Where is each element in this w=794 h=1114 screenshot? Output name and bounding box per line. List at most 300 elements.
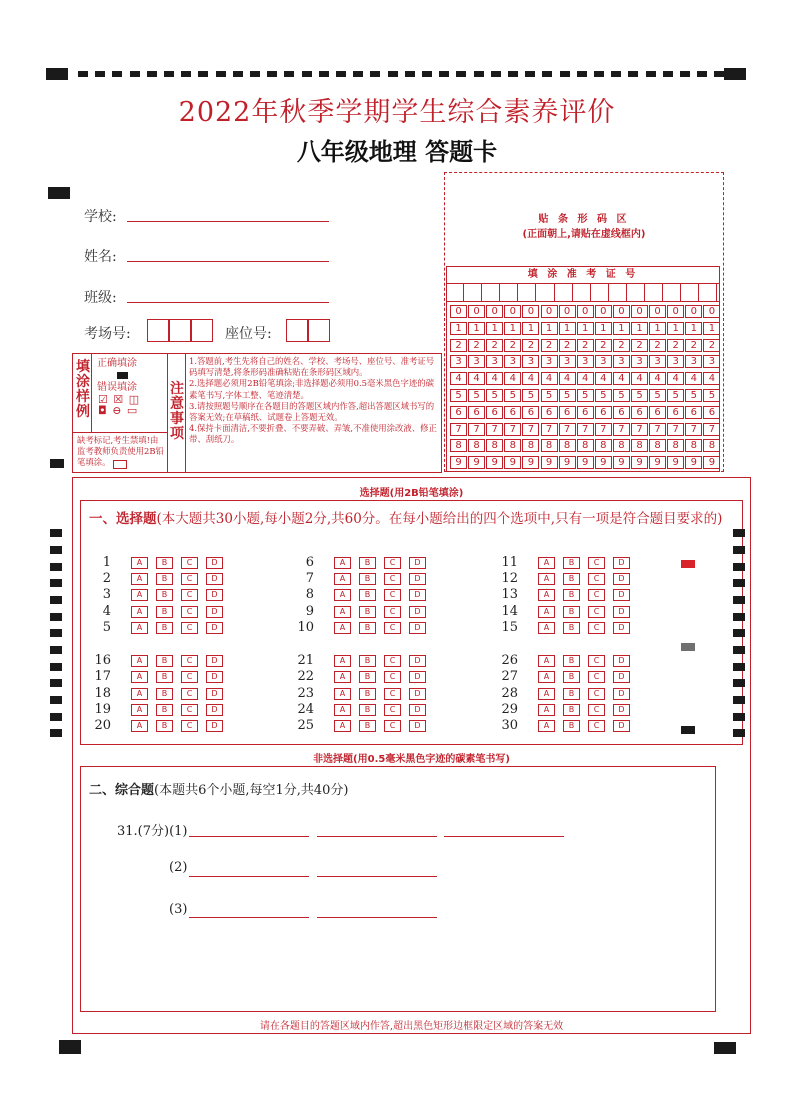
- id-digit-bubble[interactable]: 2: [468, 339, 485, 352]
- answer-blank[interactable]: [189, 835, 309, 837]
- id-digit-bubble[interactable]: 9: [504, 456, 521, 469]
- absent-mark-box[interactable]: [113, 460, 127, 469]
- option-bubble-c[interactable]: C: [181, 720, 198, 732]
- id-digit-bubble[interactable]: 2: [504, 339, 521, 352]
- id-digit-bubble[interactable]: 6: [631, 406, 648, 419]
- id-digit-bubble[interactable]: 3: [685, 355, 702, 368]
- option-bubble-d[interactable]: D: [409, 671, 426, 683]
- id-digit-bubble[interactable]: 8: [703, 439, 720, 452]
- id-digit-bubble[interactable]: 8: [486, 439, 503, 452]
- option-bubble-b[interactable]: B: [563, 589, 580, 601]
- id-digit-bubble[interactable]: 9: [522, 456, 539, 469]
- option-bubble-d[interactable]: D: [409, 688, 426, 700]
- option-bubble-b[interactable]: B: [156, 671, 173, 683]
- option-bubble-c[interactable]: C: [181, 688, 198, 700]
- id-write-cell[interactable]: [628, 284, 645, 301]
- id-digit-bubble[interactable]: 8: [577, 439, 594, 452]
- id-digit-bubble[interactable]: 1: [522, 322, 539, 335]
- room-box[interactable]: [191, 319, 213, 342]
- id-digit-bubble[interactable]: 0: [504, 305, 521, 318]
- option-bubble-a[interactable]: A: [131, 688, 148, 700]
- option-bubble-a[interactable]: A: [334, 655, 351, 667]
- option-bubble-a[interactable]: A: [538, 720, 555, 732]
- option-bubble-d[interactable]: D: [206, 688, 223, 700]
- id-digit-bubble[interactable]: 6: [577, 406, 594, 419]
- id-digit-bubble[interactable]: 0: [667, 305, 684, 318]
- id-digit-bubble[interactable]: 1: [541, 322, 558, 335]
- id-digit-bubble[interactable]: 7: [522, 423, 539, 436]
- id-digit-bubble[interactable]: 2: [450, 339, 467, 352]
- option-bubble-d[interactable]: D: [206, 606, 223, 618]
- option-bubble-c[interactable]: C: [384, 606, 401, 618]
- option-bubble-d[interactable]: D: [409, 557, 426, 569]
- option-bubble-b[interactable]: B: [156, 589, 173, 601]
- id-digit-bubble[interactable]: 7: [703, 423, 720, 436]
- option-bubble-a[interactable]: A: [538, 589, 555, 601]
- id-write-cell[interactable]: [700, 284, 717, 301]
- option-bubble-b[interactable]: B: [359, 671, 376, 683]
- option-bubble-d[interactable]: D: [409, 573, 426, 585]
- option-bubble-a[interactable]: A: [131, 655, 148, 667]
- option-bubble-b[interactable]: B: [563, 606, 580, 618]
- id-digit-bubble[interactable]: 7: [559, 423, 576, 436]
- option-bubble-a[interactable]: A: [131, 671, 148, 683]
- id-digit-bubble[interactable]: 3: [703, 355, 720, 368]
- option-bubble-b[interactable]: B: [563, 655, 580, 667]
- id-digit-bubble[interactable]: 8: [595, 439, 612, 452]
- option-bubble-c[interactable]: C: [181, 606, 198, 618]
- option-bubble-a[interactable]: A: [334, 704, 351, 716]
- id-write-cell[interactable]: [664, 284, 681, 301]
- option-bubble-a[interactable]: A: [538, 573, 555, 585]
- id-digit-bubble[interactable]: 9: [667, 456, 684, 469]
- id-digit-bubble[interactable]: 3: [522, 355, 539, 368]
- id-digit-bubble[interactable]: 8: [685, 439, 702, 452]
- option-bubble-d[interactable]: D: [409, 589, 426, 601]
- id-digit-bubble[interactable]: 3: [468, 355, 485, 368]
- id-write-cell[interactable]: [610, 284, 627, 301]
- option-bubble-d[interactable]: D: [613, 589, 630, 601]
- answer-blank[interactable]: [444, 835, 564, 837]
- id-digit-bubble[interactable]: 5: [559, 389, 576, 402]
- option-bubble-b[interactable]: B: [156, 704, 173, 716]
- id-digit-bubble[interactable]: 9: [577, 456, 594, 469]
- option-bubble-b[interactable]: B: [359, 622, 376, 634]
- option-bubble-b[interactable]: B: [156, 655, 173, 667]
- id-digit-bubble[interactable]: 2: [685, 339, 702, 352]
- id-digit-bubble[interactable]: 4: [649, 372, 666, 385]
- id-write-cell[interactable]: [519, 284, 536, 301]
- id-digit-bubble[interactable]: 8: [504, 439, 521, 452]
- id-digit-bubble[interactable]: 7: [541, 423, 558, 436]
- id-digit-bubble[interactable]: 6: [649, 406, 666, 419]
- id-digit-bubble[interactable]: 3: [595, 355, 612, 368]
- option-bubble-d[interactable]: D: [613, 606, 630, 618]
- option-bubble-b[interactable]: B: [563, 720, 580, 732]
- id-digit-bubble[interactable]: 2: [559, 339, 576, 352]
- option-bubble-b[interactable]: B: [563, 704, 580, 716]
- id-write-cell[interactable]: [646, 284, 663, 301]
- option-bubble-b[interactable]: B: [563, 573, 580, 585]
- id-digit-bubble[interactable]: 0: [559, 305, 576, 318]
- id-digit-bubble[interactable]: 4: [703, 372, 720, 385]
- id-digit-bubble[interactable]: 1: [595, 322, 612, 335]
- id-digit-bubble[interactable]: 3: [504, 355, 521, 368]
- option-bubble-b[interactable]: B: [156, 720, 173, 732]
- id-digit-bubble[interactable]: 9: [613, 456, 630, 469]
- id-digit-bubble[interactable]: 6: [595, 406, 612, 419]
- id-digit-bubble[interactable]: 2: [667, 339, 684, 352]
- id-digit-bubble[interactable]: 6: [486, 406, 503, 419]
- option-bubble-c[interactable]: C: [384, 622, 401, 634]
- option-bubble-c[interactable]: C: [588, 622, 605, 634]
- option-bubble-b[interactable]: B: [359, 573, 376, 585]
- seat-box[interactable]: [286, 319, 308, 342]
- id-digit-bubble[interactable]: 0: [595, 305, 612, 318]
- id-digit-bubble[interactable]: 0: [577, 305, 594, 318]
- id-digit-bubble[interactable]: 2: [631, 339, 648, 352]
- id-digit-bubble[interactable]: 9: [468, 456, 485, 469]
- option-bubble-a[interactable]: A: [538, 671, 555, 683]
- id-digit-bubble[interactable]: 0: [486, 305, 503, 318]
- id-digit-bubble[interactable]: 3: [667, 355, 684, 368]
- option-bubble-b[interactable]: B: [563, 557, 580, 569]
- id-digit-bubble[interactable]: 4: [541, 372, 558, 385]
- option-bubble-d[interactable]: D: [206, 720, 223, 732]
- option-bubble-c[interactable]: C: [181, 655, 198, 667]
- id-digit-bubble[interactable]: 6: [685, 406, 702, 419]
- id-digit-bubble[interactable]: 7: [504, 423, 521, 436]
- id-digit-bubble[interactable]: 9: [631, 456, 648, 469]
- id-digit-bubble[interactable]: 5: [468, 389, 485, 402]
- id-digit-bubble[interactable]: 1: [468, 322, 485, 335]
- id-digit-bubble[interactable]: 2: [577, 339, 594, 352]
- option-bubble-c[interactable]: C: [588, 557, 605, 569]
- option-bubble-a[interactable]: A: [538, 655, 555, 667]
- id-write-cell[interactable]: [682, 284, 699, 301]
- option-bubble-c[interactable]: C: [588, 720, 605, 732]
- id-digit-bubble[interactable]: 9: [541, 456, 558, 469]
- id-digit-bubble[interactable]: 9: [685, 456, 702, 469]
- id-digit-bubble[interactable]: 2: [613, 339, 630, 352]
- id-digit-bubble[interactable]: 3: [559, 355, 576, 368]
- id-digit-bubble[interactable]: 1: [504, 322, 521, 335]
- id-digit-bubble[interactable]: 0: [649, 305, 666, 318]
- school-field[interactable]: [127, 220, 329, 222]
- id-digit-bubble[interactable]: 6: [450, 406, 467, 419]
- id-digit-bubble[interactable]: 0: [541, 305, 558, 318]
- id-digit-bubble[interactable]: 4: [613, 372, 630, 385]
- id-digit-bubble[interactable]: 4: [685, 372, 702, 385]
- id-digit-bubble[interactable]: 5: [613, 389, 630, 402]
- option-bubble-d[interactable]: D: [206, 622, 223, 634]
- option-bubble-a[interactable]: A: [538, 557, 555, 569]
- id-digit-bubble[interactable]: 3: [649, 355, 666, 368]
- option-bubble-c[interactable]: C: [384, 589, 401, 601]
- answer-blank[interactable]: [317, 875, 437, 877]
- id-digit-bubble[interactable]: 0: [631, 305, 648, 318]
- option-bubble-b[interactable]: B: [359, 606, 376, 618]
- id-digit-bubble[interactable]: 9: [703, 456, 720, 469]
- id-digit-bubble[interactable]: 1: [667, 322, 684, 335]
- option-bubble-a[interactable]: A: [538, 606, 555, 618]
- id-digit-bubble[interactable]: 6: [559, 406, 576, 419]
- id-digit-bubble[interactable]: 5: [522, 389, 539, 402]
- id-digit-bubble[interactable]: 2: [522, 339, 539, 352]
- id-digit-bubble[interactable]: 6: [504, 406, 521, 419]
- id-digit-bubble[interactable]: 8: [667, 439, 684, 452]
- option-bubble-c[interactable]: C: [384, 557, 401, 569]
- id-digit-bubble[interactable]: 0: [613, 305, 630, 318]
- id-digit-bubble[interactable]: 5: [667, 389, 684, 402]
- id-digit-bubble[interactable]: 1: [613, 322, 630, 335]
- id-digit-bubble[interactable]: 4: [559, 372, 576, 385]
- option-bubble-a[interactable]: A: [131, 704, 148, 716]
- id-write-cell[interactable]: [574, 284, 591, 301]
- id-digit-bubble[interactable]: 7: [685, 423, 702, 436]
- id-digit-bubble[interactable]: 6: [541, 406, 558, 419]
- option-bubble-b[interactable]: B: [156, 606, 173, 618]
- id-digit-bubble[interactable]: 1: [577, 322, 594, 335]
- id-digit-bubble[interactable]: 1: [685, 322, 702, 335]
- id-digit-bubble[interactable]: 0: [468, 305, 485, 318]
- id-digit-bubble[interactable]: 5: [450, 389, 467, 402]
- id-digit-bubble[interactable]: 8: [631, 439, 648, 452]
- option-bubble-c[interactable]: C: [181, 704, 198, 716]
- answer-blank[interactable]: [189, 916, 309, 918]
- option-bubble-d[interactable]: D: [206, 573, 223, 585]
- id-digit-bubble[interactable]: 7: [486, 423, 503, 436]
- option-bubble-b[interactable]: B: [156, 688, 173, 700]
- name-field[interactable]: [127, 260, 329, 262]
- id-digit-bubble[interactable]: 7: [613, 423, 630, 436]
- option-bubble-c[interactable]: C: [181, 557, 198, 569]
- id-digit-bubble[interactable]: 5: [685, 389, 702, 402]
- id-digit-bubble[interactable]: 5: [631, 389, 648, 402]
- option-bubble-d[interactable]: D: [613, 573, 630, 585]
- option-bubble-d[interactable]: D: [409, 704, 426, 716]
- id-digit-bubble[interactable]: 3: [450, 355, 467, 368]
- option-bubble-b[interactable]: B: [359, 704, 376, 716]
- id-digit-bubble[interactable]: 9: [450, 456, 467, 469]
- id-write-cell[interactable]: [483, 284, 500, 301]
- option-bubble-c[interactable]: C: [588, 573, 605, 585]
- id-digit-bubble[interactable]: 8: [522, 439, 539, 452]
- id-digit-bubble[interactable]: 4: [667, 372, 684, 385]
- option-bubble-d[interactable]: D: [613, 704, 630, 716]
- id-digit-bubble[interactable]: 5: [486, 389, 503, 402]
- option-bubble-d[interactable]: D: [613, 557, 630, 569]
- id-digit-bubble[interactable]: 5: [504, 389, 521, 402]
- option-bubble-b[interactable]: B: [156, 557, 173, 569]
- option-bubble-d[interactable]: D: [613, 622, 630, 634]
- option-bubble-c[interactable]: C: [181, 671, 198, 683]
- id-digit-bubble[interactable]: 6: [613, 406, 630, 419]
- id-digit-bubble[interactable]: 8: [450, 439, 467, 452]
- id-digit-bubble[interactable]: 1: [559, 322, 576, 335]
- id-digit-bubble[interactable]: 9: [595, 456, 612, 469]
- option-bubble-a[interactable]: A: [131, 622, 148, 634]
- id-digit-bubble[interactable]: 4: [468, 372, 485, 385]
- id-digit-bubble[interactable]: 2: [541, 339, 558, 352]
- option-bubble-a[interactable]: A: [538, 622, 555, 634]
- id-digit-bubble[interactable]: 7: [667, 423, 684, 436]
- option-bubble-c[interactable]: C: [384, 573, 401, 585]
- option-bubble-a[interactable]: A: [538, 704, 555, 716]
- id-digit-bubble[interactable]: 0: [522, 305, 539, 318]
- option-bubble-c[interactable]: C: [588, 688, 605, 700]
- id-digit-bubble[interactable]: 5: [703, 389, 720, 402]
- option-bubble-d[interactable]: D: [206, 557, 223, 569]
- option-bubble-c[interactable]: C: [588, 589, 605, 601]
- id-digit-bubble[interactable]: 5: [595, 389, 612, 402]
- option-bubble-a[interactable]: A: [131, 557, 148, 569]
- option-bubble-d[interactable]: D: [613, 688, 630, 700]
- id-digit-bubble[interactable]: 3: [541, 355, 558, 368]
- option-bubble-d[interactable]: D: [409, 655, 426, 667]
- option-bubble-b[interactable]: B: [563, 622, 580, 634]
- option-bubble-c[interactable]: C: [384, 655, 401, 667]
- id-write-cell[interactable]: [465, 284, 482, 301]
- option-bubble-d[interactable]: D: [409, 622, 426, 634]
- option-bubble-b[interactable]: B: [156, 573, 173, 585]
- option-bubble-b[interactable]: B: [359, 589, 376, 601]
- id-digit-bubble[interactable]: 0: [685, 305, 702, 318]
- option-bubble-b[interactable]: B: [563, 671, 580, 683]
- id-digit-bubble[interactable]: 4: [486, 372, 503, 385]
- id-digit-bubble[interactable]: 8: [613, 439, 630, 452]
- id-digit-bubble[interactable]: 6: [522, 406, 539, 419]
- id-digit-bubble[interactable]: 3: [486, 355, 503, 368]
- id-digit-bubble[interactable]: 2: [649, 339, 666, 352]
- option-bubble-d[interactable]: D: [206, 655, 223, 667]
- id-digit-bubble[interactable]: 4: [522, 372, 539, 385]
- answer-blank[interactable]: [189, 875, 309, 877]
- option-bubble-c[interactable]: C: [181, 573, 198, 585]
- option-bubble-c[interactable]: C: [588, 671, 605, 683]
- id-write-cell[interactable]: [556, 284, 573, 301]
- id-digit-bubble[interactable]: 8: [468, 439, 485, 452]
- id-write-cell[interactable]: [592, 284, 609, 301]
- id-digit-bubble[interactable]: 9: [486, 456, 503, 469]
- id-digit-bubble[interactable]: 5: [541, 389, 558, 402]
- option-bubble-a[interactable]: A: [334, 671, 351, 683]
- id-digit-bubble[interactable]: 9: [559, 456, 576, 469]
- id-digit-bubble[interactable]: 6: [703, 406, 720, 419]
- option-bubble-b[interactable]: B: [359, 557, 376, 569]
- id-digit-bubble[interactable]: 2: [595, 339, 612, 352]
- option-bubble-a[interactable]: A: [131, 589, 148, 601]
- option-bubble-a[interactable]: A: [131, 573, 148, 585]
- seat-box[interactable]: [308, 319, 330, 342]
- id-digit-bubble[interactable]: 8: [559, 439, 576, 452]
- option-bubble-a[interactable]: A: [334, 688, 351, 700]
- option-bubble-b[interactable]: B: [359, 720, 376, 732]
- id-digit-bubble[interactable]: 4: [450, 372, 467, 385]
- room-box[interactable]: [147, 319, 169, 342]
- option-bubble-b[interactable]: B: [563, 688, 580, 700]
- option-bubble-a[interactable]: A: [334, 573, 351, 585]
- id-digit-bubble[interactable]: 0: [450, 305, 467, 318]
- id-digit-bubble[interactable]: 8: [541, 439, 558, 452]
- id-digit-bubble[interactable]: 2: [486, 339, 503, 352]
- id-digit-bubble[interactable]: 4: [504, 372, 521, 385]
- option-bubble-c[interactable]: C: [384, 704, 401, 716]
- option-bubble-d[interactable]: D: [613, 671, 630, 683]
- answer-blank[interactable]: [317, 835, 437, 837]
- id-write-cell[interactable]: [447, 284, 464, 301]
- answer-blank[interactable]: [317, 916, 437, 918]
- id-digit-bubble[interactable]: 6: [468, 406, 485, 419]
- id-digit-bubble[interactable]: 3: [613, 355, 630, 368]
- option-bubble-d[interactable]: D: [409, 720, 426, 732]
- id-digit-bubble[interactable]: 4: [595, 372, 612, 385]
- id-digit-bubble[interactable]: 1: [703, 322, 720, 335]
- id-write-cell[interactable]: [501, 284, 518, 301]
- room-box[interactable]: [169, 319, 191, 342]
- option-bubble-d[interactable]: D: [206, 671, 223, 683]
- id-digit-bubble[interactable]: 1: [450, 322, 467, 335]
- id-digit-bubble[interactable]: 7: [631, 423, 648, 436]
- id-digit-bubble[interactable]: 0: [703, 305, 720, 318]
- option-bubble-a[interactable]: A: [334, 606, 351, 618]
- id-digit-bubble[interactable]: 7: [595, 423, 612, 436]
- option-bubble-b[interactable]: B: [359, 688, 376, 700]
- id-digit-bubble[interactable]: 1: [649, 322, 666, 335]
- option-bubble-b[interactable]: B: [359, 655, 376, 667]
- id-digit-bubble[interactable]: 7: [649, 423, 666, 436]
- id-digit-bubble[interactable]: 5: [577, 389, 594, 402]
- option-bubble-a[interactable]: A: [334, 589, 351, 601]
- option-bubble-d[interactable]: D: [206, 704, 223, 716]
- class-field[interactable]: [127, 301, 329, 303]
- option-bubble-c[interactable]: C: [588, 606, 605, 618]
- option-bubble-a[interactable]: A: [334, 557, 351, 569]
- option-bubble-a[interactable]: A: [131, 720, 148, 732]
- option-bubble-a[interactable]: A: [131, 606, 148, 618]
- id-digit-bubble[interactable]: 1: [631, 322, 648, 335]
- id-digit-bubble[interactable]: 3: [577, 355, 594, 368]
- id-digit-bubble[interactable]: 7: [450, 423, 467, 436]
- option-bubble-c[interactable]: C: [588, 704, 605, 716]
- option-bubble-d[interactable]: D: [613, 655, 630, 667]
- option-bubble-a[interactable]: A: [334, 720, 351, 732]
- option-bubble-c[interactable]: C: [384, 720, 401, 732]
- option-bubble-c[interactable]: C: [181, 589, 198, 601]
- id-digit-bubble[interactable]: 3: [631, 355, 648, 368]
- option-bubble-a[interactable]: A: [538, 688, 555, 700]
- id-write-cell[interactable]: [538, 284, 555, 301]
- option-bubble-d[interactable]: D: [409, 606, 426, 618]
- id-digit-bubble[interactable]: 6: [667, 406, 684, 419]
- id-digit-bubble[interactable]: 2: [703, 339, 720, 352]
- id-digit-bubble[interactable]: 9: [649, 456, 666, 469]
- id-digit-bubble[interactable]: 4: [577, 372, 594, 385]
- option-bubble-b[interactable]: B: [156, 622, 173, 634]
- id-digit-bubble[interactable]: 8: [649, 439, 666, 452]
- id-digit-bubble[interactable]: 4: [631, 372, 648, 385]
- id-digit-bubble[interactable]: 7: [468, 423, 485, 436]
- id-digit-bubble[interactable]: 5: [649, 389, 666, 402]
- option-bubble-d[interactable]: D: [613, 720, 630, 732]
- id-digit-bubble[interactable]: 1: [486, 322, 503, 335]
- option-bubble-c[interactable]: C: [181, 622, 198, 634]
- option-bubble-a[interactable]: A: [334, 622, 351, 634]
- option-bubble-d[interactable]: D: [206, 589, 223, 601]
- id-digit-bubble[interactable]: 7: [577, 423, 594, 436]
- option-bubble-c[interactable]: C: [384, 671, 401, 683]
- option-bubble-c[interactable]: C: [384, 688, 401, 700]
